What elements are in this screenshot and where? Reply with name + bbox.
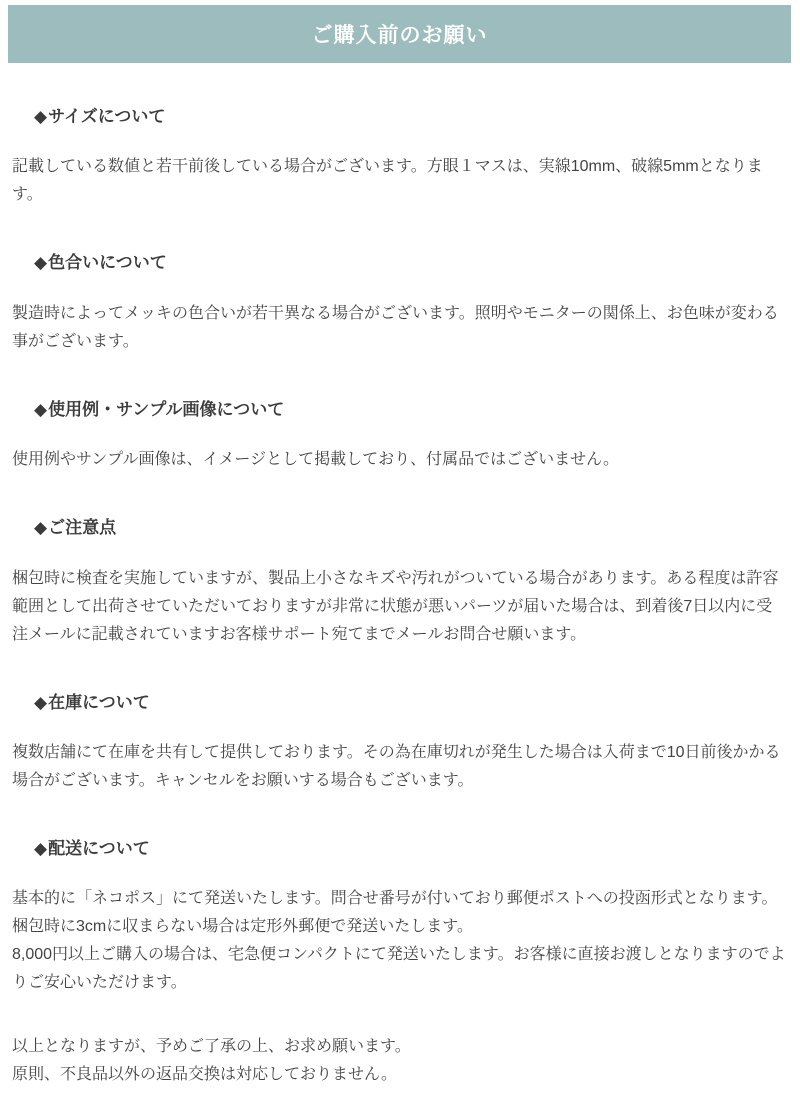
diamond-icon: ◆ — [34, 692, 48, 712]
section-body: 梱包時に検査を実施していますが、製品上小さなキズや汚れがついている場合があります。ある程度は許容範囲として出荷させていただいておりますが非常に状態が悪いパーツが届いた場合は、到着後7日以内に受注メールに記載されていますお客様サポート宛てまでメールお問合せ願います。 — [12, 569, 779, 643]
section-body: 使用例やサンプル画像は、イメージとして掲載しており、付属品ではございません。 — [12, 451, 620, 469]
section-body — [0, 885, 800, 997]
closing-line: 原則、不良品以外の返品交換は対応しておりません。 — [12, 1066, 397, 1084]
section-shipping — [0, 839, 800, 997]
diamond-icon: ◆ — [34, 253, 48, 273]
diamond-icon: ◆ — [34, 399, 48, 419]
section-heading-label: サイズについて — [48, 107, 166, 126]
section-heading — [0, 107, 800, 127]
section-size — [0, 107, 800, 209]
section-body: 製造時によってメッキの色合いが若干異なる場合がございます。照明やモニターの関係上、お色味が変わる事がございます。 — [12, 304, 779, 350]
section-heading — [0, 518, 800, 538]
page-title-bar — [8, 5, 791, 63]
section-heading-label: 配送について — [48, 838, 150, 858]
section-heading-label: 在庫について — [48, 692, 150, 712]
section-heading-label: ご注意点 — [48, 518, 117, 538]
section-body: 複数店舗にて在庫を共有して提供しております。その為在庫切れが発生した場合は入荷まで10日前後かかる場合がございます。キャンセルをお願いする場合もございます。 — [12, 743, 781, 789]
section-heading — [0, 693, 800, 713]
section-body-line: 8,000円以上ご購入の場合は、宅急便コンパクトにて発送いたします。お客様に直接お渡しとなりますのでよりご安心いただけます。 — [12, 946, 786, 992]
section-body-line: 基本的に「ネコポス」にて発送いたします。問合せ番号が付いており郵便ポストへの投函形式となります。梱包時に3cmに収まらない場合は定形外郵便で発送いたします。 — [12, 890, 778, 936]
section-heading — [0, 253, 800, 273]
diamond-icon: ◆ — [34, 838, 48, 858]
section-color — [0, 253, 800, 355]
section-sample-images — [0, 400, 800, 474]
closing-line: 以上となりますが、予めご了承の上、お求め願います。 — [12, 1038, 411, 1056]
page-title: ご購入前のお願い — [311, 24, 488, 47]
section-body: 記載している数値と若干前後している場合がございます。方眼１マスは、実線10mm、破線5mmとなります。 — [12, 158, 763, 204]
section-heading-label: 使用例・サンプル画像について — [48, 399, 285, 419]
section-stock — [0, 693, 800, 795]
section-heading-label: 色合いについて — [48, 253, 167, 273]
section-heading — [0, 839, 800, 859]
diamond-icon: ◆ — [34, 107, 48, 126]
section-caution — [0, 518, 800, 648]
diamond-icon: ◆ — [34, 518, 48, 538]
section-heading — [0, 400, 800, 420]
closing-note — [0, 1033, 800, 1089]
